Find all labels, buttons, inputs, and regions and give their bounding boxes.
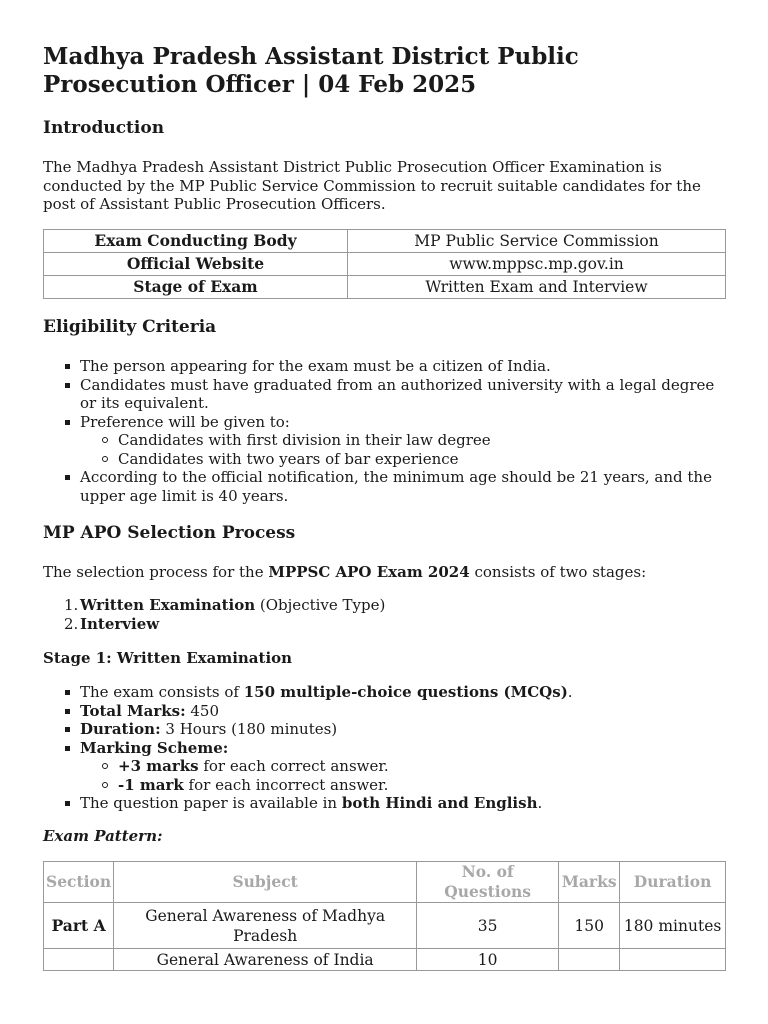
list-item: Total Marks: 450 [43, 702, 727, 721]
stage1-list [43, 683, 727, 813]
cell-subject: General Awareness of Madhya Pradesh [114, 903, 417, 949]
eligibility-list [43, 357, 727, 505]
list-item: Candidates with two years of bar experience [80, 450, 727, 469]
list-item: 1. Written Examination (Objective Type) [64, 596, 386, 614]
cell-section: Part A [44, 903, 114, 949]
page-title: Madhya Pradesh Assistant District Public Prosecution Officer | 04 Feb 2025 [43, 43, 579, 98]
selection-heading: MP APO Selection Process [43, 523, 296, 543]
exam-pattern-table-wrap [43, 861, 727, 971]
column-header: Subject [114, 862, 417, 903]
info-key: Stage of Exam [44, 276, 348, 299]
info-key: Official Website [44, 253, 348, 276]
list-item: Candidates with first division in their law degree [80, 431, 727, 450]
cell-section [44, 949, 114, 971]
introduction-text: The Madhya Pradesh Assistant District Public Prosecution Officer Examination is conducted by the MP Public Service Commission to recruit suitable candidates for the post of Assistant Public Prosecution Officers. [43, 158, 701, 213]
preference-list [80, 431, 727, 468]
list-item: Duration: 3 Hours (180 minutes) [43, 720, 727, 739]
list-item: -1 mark for each incorrect answer. [80, 776, 727, 795]
table-row [44, 903, 726, 949]
stage1-list-wrap [43, 683, 727, 813]
stages-list-wrap [43, 596, 727, 633]
eligibility-heading: Eligibility Criteria [43, 317, 217, 337]
list-item: 2. Interview [64, 614, 160, 633]
exam-info-table-wrap [43, 229, 727, 299]
cell-questions: 35 [417, 903, 559, 949]
stage1-heading: Stage 1: Written Examination [43, 649, 293, 667]
list-item: According to the official notification, the minimum age should be 21 years, and the upper age limit is 40 years. [43, 468, 727, 505]
introduction-heading: Introduction [43, 118, 165, 138]
list-item: The person appearing for the exam must be a citizen of India. [43, 357, 727, 376]
selection-intro: The selection process for the MPPSC APO Exam 2024 consists of two stages: [43, 563, 647, 581]
exam-pattern-heading: Exam Pattern: [43, 827, 163, 845]
column-header: Section [44, 862, 114, 903]
exam-info-table [43, 229, 726, 299]
cell-duration [620, 949, 726, 971]
cell-marks [559, 949, 620, 971]
column-header: Marks [559, 862, 620, 903]
stages-list [43, 596, 727, 633]
table-header-row [44, 862, 726, 903]
marking-scheme-list [80, 757, 727, 794]
list-item: The exam consists of 150 multiple-choice questions (MCQs). [43, 683, 727, 702]
column-header: Duration [620, 862, 726, 903]
list-item: Preference will be given to: Candidates with first division in their law degree Candidates with two years of bar experience [43, 413, 727, 469]
exam-pattern-table [43, 861, 726, 971]
info-value: www.mppsc.mp.gov.in [348, 253, 726, 276]
info-key: Exam Conducting Body [44, 230, 348, 253]
cell-duration: 180 minutes [620, 903, 726, 949]
cell-subject: General Awareness of India [114, 949, 417, 971]
column-header: No. of Questions [417, 862, 559, 903]
list-item: Candidates must have graduated from an authorized university with a legal degree or its equivalent. [43, 376, 727, 413]
table-row [44, 949, 726, 971]
list-item: Marking Scheme: +3 marks for each correct answer. -1 mark for each incorrect answer. [43, 739, 727, 795]
table-row [44, 276, 726, 299]
eligibility-list-wrap [43, 357, 727, 505]
table-row [44, 253, 726, 276]
info-value: MP Public Service Commission [348, 230, 726, 253]
cell-marks: 150 [559, 903, 620, 949]
cell-questions: 10 [417, 949, 559, 971]
list-item: +3 marks for each correct answer. [80, 757, 727, 776]
info-value: Written Exam and Interview [348, 276, 726, 299]
table-row [44, 230, 726, 253]
list-item: The question paper is available in both Hindi and English. [43, 794, 727, 813]
